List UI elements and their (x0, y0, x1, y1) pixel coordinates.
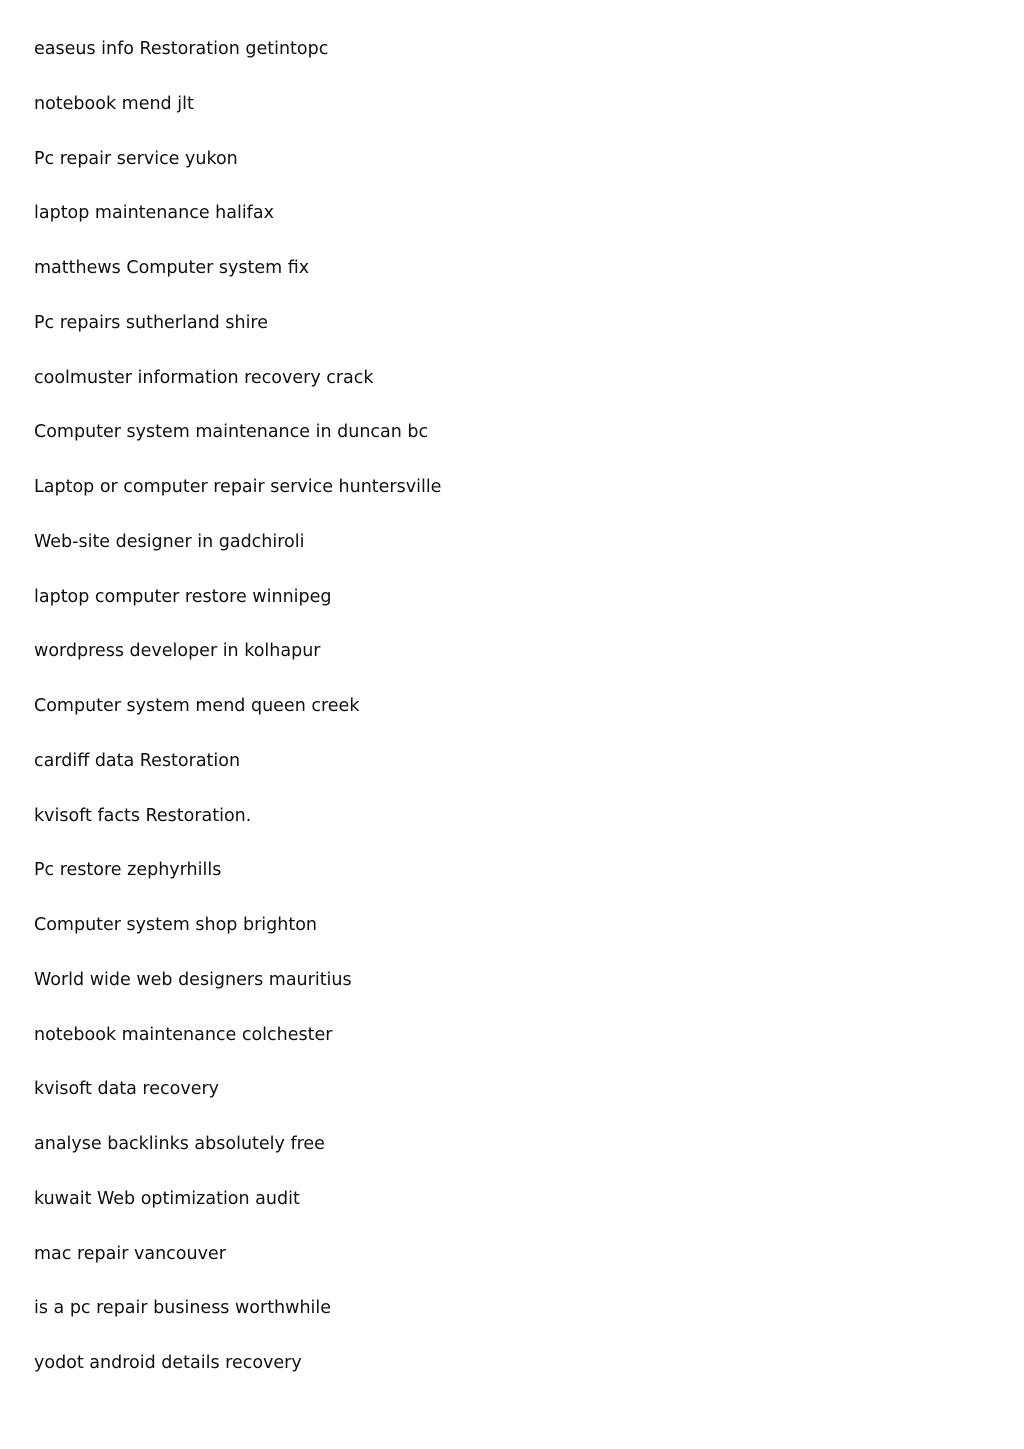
text-line: matthews Computer system fix (34, 258, 310, 278)
text-line: Computer system mend queen creek (34, 696, 360, 716)
text-line: analyse backlinks absolutely free (34, 1134, 325, 1154)
text-line: yodot android details recovery (34, 1353, 302, 1373)
text-line: laptop maintenance halifax (34, 203, 274, 224)
text-line: mac repair vancouver (34, 1243, 226, 1264)
text-line: Pc repair service yukon (34, 148, 238, 169)
text-line: kvisoft facts Restoration. (34, 805, 252, 826)
text-line: Laptop or computer repair service huntersville (34, 477, 442, 497)
text-line: Web-site designer in gadchiroli (34, 531, 305, 552)
text-line: notebook mend jlt (34, 93, 194, 114)
text-line: easeus info Restoration getintopc (34, 39, 329, 59)
text-line-list (34, 36, 441, 1405)
text-line: notebook maintenance colchester (34, 1024, 333, 1045)
text-line: Computer system shop brighton (34, 915, 317, 935)
text-line: kvisoft data recovery (34, 1079, 220, 1100)
text-line: Pc repairs sutherland shire (34, 312, 269, 333)
text-line: cardiff data Restoration (34, 750, 241, 771)
text-line: coolmuster information recovery crack (34, 367, 374, 388)
text-line: is a pc repair business worthwhile (34, 1298, 332, 1319)
text-line: Computer system maintenance in duncan bc (34, 422, 429, 443)
text-line: Pc restore zephyrhills (34, 860, 222, 881)
text-line: World wide web designers mauritius (34, 969, 352, 990)
text-line: wordpress developer in kolhapur (34, 641, 321, 662)
text-line: kuwait Web optimization audit (34, 1188, 300, 1209)
text-line: laptop computer restore winnipeg (34, 586, 332, 607)
